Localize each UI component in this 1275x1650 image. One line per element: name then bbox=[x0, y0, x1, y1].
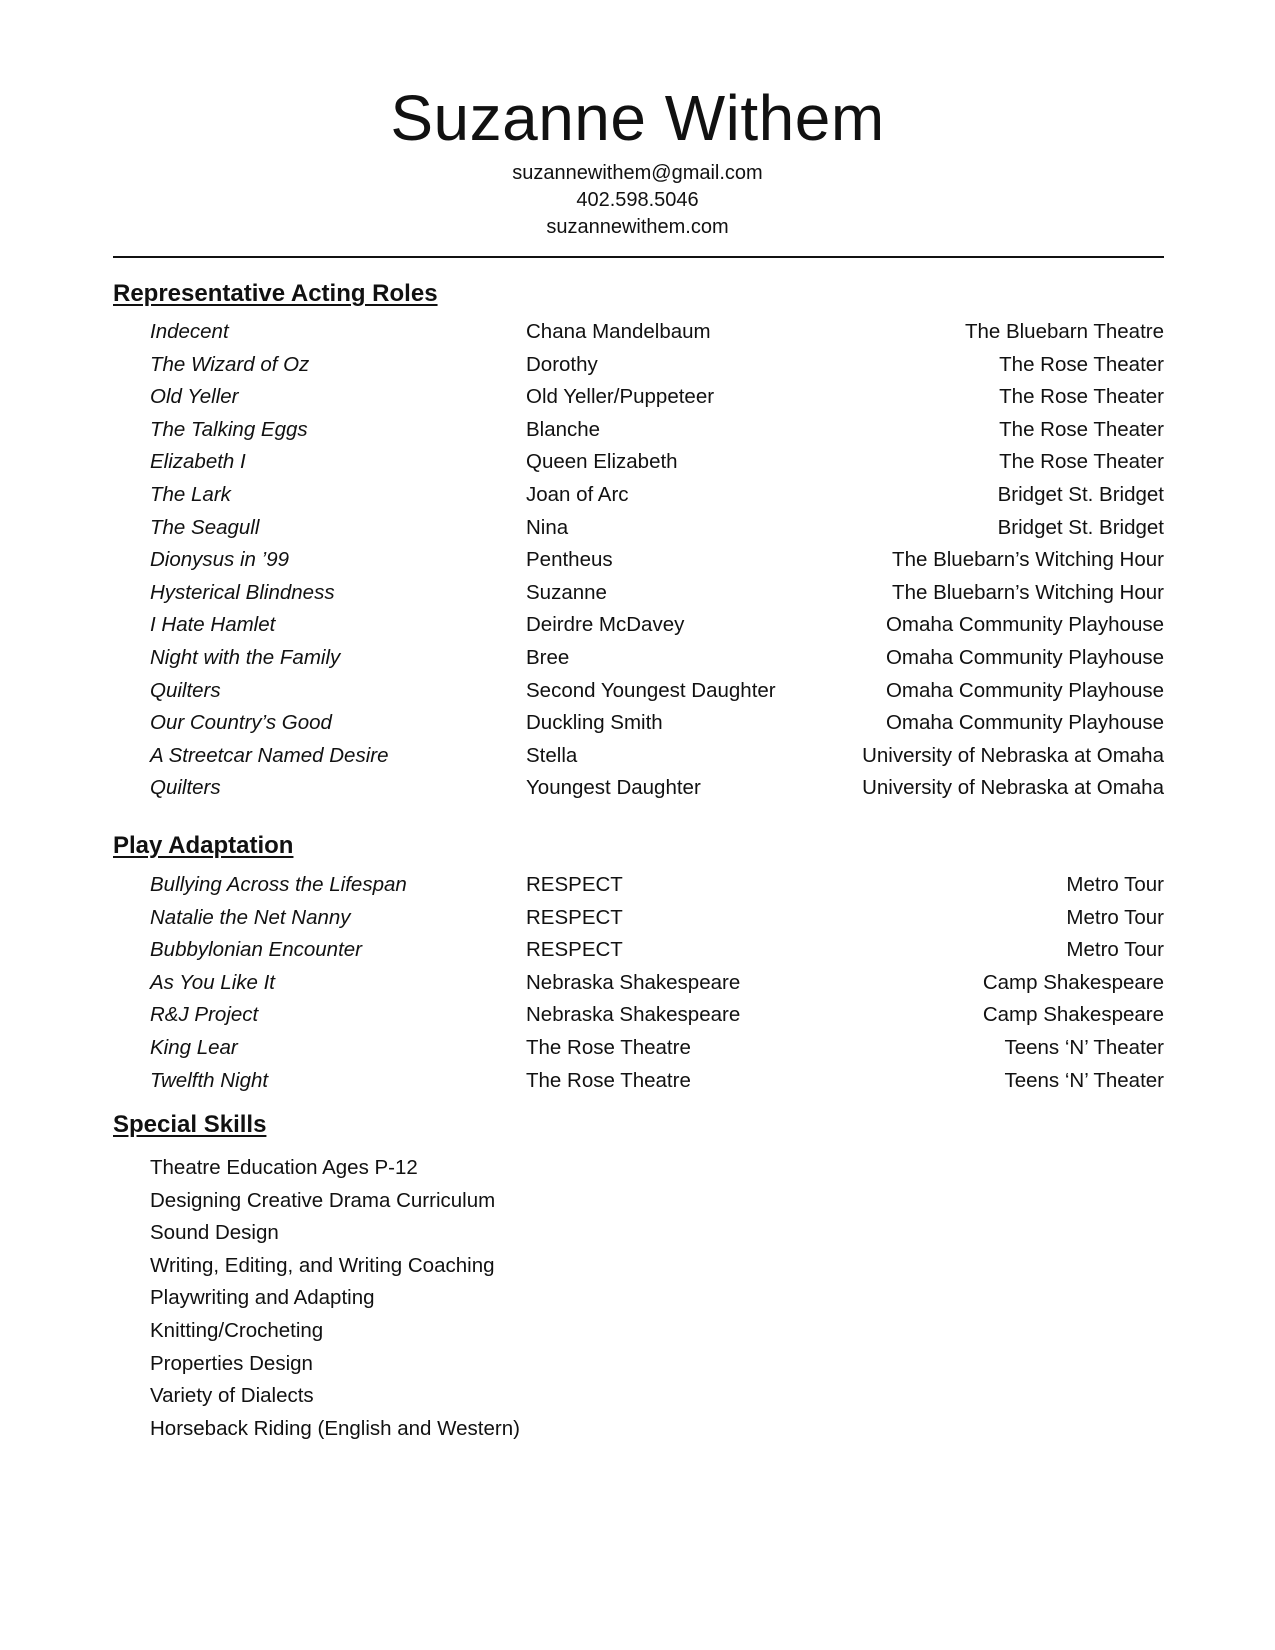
acting-row bbox=[0, 642, 1275, 675]
organization-name: RESPECT bbox=[526, 938, 623, 962]
show-title: Night with the Family bbox=[150, 645, 341, 669]
show-title: Twelfth Night bbox=[150, 1068, 269, 1092]
acting-row bbox=[0, 479, 1275, 512]
role-name: Queen Elizabeth bbox=[526, 450, 678, 474]
role-name: Second Youngest Daughter bbox=[526, 678, 776, 702]
venue-name: Bridget St. Bridget bbox=[997, 515, 1164, 539]
role-name: Nina bbox=[526, 515, 569, 539]
venue-name: Omaha Community Playhouse bbox=[885, 711, 1164, 735]
show-title: Our Country’s Good bbox=[150, 711, 332, 735]
show-title: Hysterical Blindness bbox=[150, 580, 335, 604]
role-name: Chana Mandelbaum bbox=[526, 320, 711, 343]
acting-row bbox=[0, 707, 1275, 740]
adaptation-row bbox=[0, 902, 1275, 935]
contact-website: suzannewithem.com bbox=[546, 216, 729, 238]
role-name: Suzanne bbox=[526, 580, 607, 604]
role-name: Dorothy bbox=[526, 352, 598, 376]
show-title: Bullying Across the Lifespan bbox=[150, 873, 407, 896]
acting-row bbox=[0, 446, 1275, 479]
role-name: Pentheus bbox=[526, 548, 613, 572]
show-title: The Seagull bbox=[150, 515, 260, 539]
acting-row bbox=[0, 609, 1275, 642]
adaptation-row bbox=[0, 999, 1275, 1032]
skill-item: Designing Creative Drama Curriculum bbox=[150, 1188, 496, 1212]
role-name: Youngest Daughter bbox=[526, 776, 701, 800]
acting-row bbox=[0, 577, 1275, 610]
organization-name: Nebraska Shakespeare bbox=[526, 970, 741, 994]
adaptation-row bbox=[0, 967, 1275, 1000]
role-name: Deirdre McDavey bbox=[526, 613, 685, 637]
contact-phone: 402.598.5046 bbox=[576, 189, 699, 211]
skill-item: Writing, Editing, and Writing Coaching bbox=[150, 1253, 495, 1277]
skill-item: Horseback Riding (English and Western) bbox=[150, 1416, 520, 1440]
contact-block bbox=[0, 160, 1275, 241]
organization-name: The Rose Theatre bbox=[526, 1068, 691, 1092]
venue-name: The Rose Theater bbox=[999, 352, 1164, 376]
organization-name: The Rose Theatre bbox=[526, 1035, 691, 1059]
venue-name: Teens ‘N’ Theater bbox=[1004, 1035, 1164, 1059]
skill-item: Theatre Education Ages P-12 bbox=[150, 1156, 418, 1179]
show-title: Quilters bbox=[150, 776, 221, 800]
show-title: Bubbylonian Encounter bbox=[150, 938, 362, 962]
show-title: R&J Project bbox=[150, 1003, 259, 1027]
adaptation-row bbox=[0, 934, 1275, 967]
organization-name: Nebraska Shakespeare bbox=[526, 1003, 741, 1027]
acting-row bbox=[0, 740, 1275, 773]
venue-name: The Bluebarn Theatre bbox=[964, 320, 1164, 343]
show-title: Natalie the Net Nanny bbox=[150, 905, 351, 929]
show-title: As You Like It bbox=[150, 970, 275, 994]
show-title: Dionysus in ’99 bbox=[150, 548, 290, 572]
venue-name: The Rose Theater bbox=[999, 417, 1164, 441]
organization-name: RESPECT bbox=[526, 873, 623, 896]
acting-row bbox=[0, 512, 1275, 545]
role-name: Bree bbox=[526, 645, 570, 669]
skill-item: Sound Design bbox=[150, 1221, 279, 1245]
resume-name: Suzanne Withem bbox=[390, 82, 885, 154]
role-name: Stella bbox=[526, 743, 578, 767]
section-title-acting: Representative Acting Roles bbox=[113, 280, 438, 307]
venue-name: Teens ‘N’ Theater bbox=[1004, 1068, 1164, 1092]
show-title: The Talking Eggs bbox=[150, 417, 308, 441]
role-name: Joan of Arc bbox=[526, 482, 629, 506]
header-divider bbox=[113, 256, 1164, 258]
venue-name: The Bluebarn’s Witching Hour bbox=[892, 548, 1164, 572]
show-title: The Lark bbox=[150, 482, 231, 506]
role-name: Blanche bbox=[526, 417, 601, 441]
venue-name: Camp Shakespeare bbox=[982, 970, 1164, 994]
venue-name: University of Nebraska at Omaha bbox=[862, 776, 1164, 800]
venue-name: Omaha Community Playhouse bbox=[885, 645, 1164, 669]
show-title: Elizabeth I bbox=[150, 450, 246, 474]
acting-row bbox=[0, 544, 1275, 577]
venue-name: Omaha Community Playhouse bbox=[885, 678, 1164, 702]
show-title: I Hate Hamlet bbox=[150, 613, 276, 637]
acting-row bbox=[0, 316, 1275, 349]
venue-name: Camp Shakespeare bbox=[982, 1003, 1164, 1027]
show-title: Quilters bbox=[150, 678, 221, 702]
role-name: Old Yeller/Puppeteer bbox=[526, 385, 715, 409]
show-title: Old Yeller bbox=[150, 385, 239, 409]
section-title-adaptation: Play Adaptation bbox=[113, 832, 294, 859]
show-title: King Lear bbox=[150, 1035, 238, 1059]
contact-email: suzannewithem@gmail.com bbox=[512, 162, 763, 184]
show-title: The Wizard of Oz bbox=[150, 352, 310, 376]
organization-name: RESPECT bbox=[526, 905, 623, 929]
section-title-skills: Special Skills bbox=[113, 1111, 267, 1138]
venue-name: The Rose Theater bbox=[999, 450, 1164, 474]
venue-name: Metro Tour bbox=[1066, 873, 1164, 896]
acting-roles-list bbox=[0, 316, 1275, 805]
venue-name: Metro Tour bbox=[1066, 938, 1164, 962]
venue-name: The Rose Theater bbox=[999, 385, 1164, 409]
adaptation-row bbox=[0, 1032, 1275, 1065]
acting-row bbox=[0, 675, 1275, 708]
acting-row bbox=[0, 414, 1275, 447]
acting-row bbox=[0, 381, 1275, 414]
venue-name: Omaha Community Playhouse bbox=[885, 613, 1164, 637]
skill-item: Knitting/Crocheting bbox=[150, 1318, 324, 1342]
adaptation-row bbox=[0, 1065, 1275, 1098]
acting-row bbox=[0, 772, 1275, 805]
venue-name: Metro Tour bbox=[1066, 905, 1164, 929]
venue-name: The Bluebarn’s Witching Hour bbox=[892, 580, 1164, 604]
venue-name: Bridget St. Bridget bbox=[997, 482, 1164, 506]
show-title: A Streetcar Named Desire bbox=[150, 743, 389, 767]
skill-item: Playwriting and Adapting bbox=[150, 1286, 375, 1310]
venue-name: University of Nebraska at Omaha bbox=[862, 743, 1164, 767]
skills-list bbox=[150, 1152, 520, 1445]
adaptation-row bbox=[0, 869, 1275, 902]
skill-item: Variety of Dialects bbox=[150, 1384, 314, 1408]
role-name: Duckling Smith bbox=[526, 711, 663, 735]
skill-item: Properties Design bbox=[150, 1351, 313, 1375]
acting-row bbox=[0, 349, 1275, 382]
adaptation-list bbox=[0, 869, 1275, 1097]
show-title: Indecent bbox=[150, 320, 229, 343]
